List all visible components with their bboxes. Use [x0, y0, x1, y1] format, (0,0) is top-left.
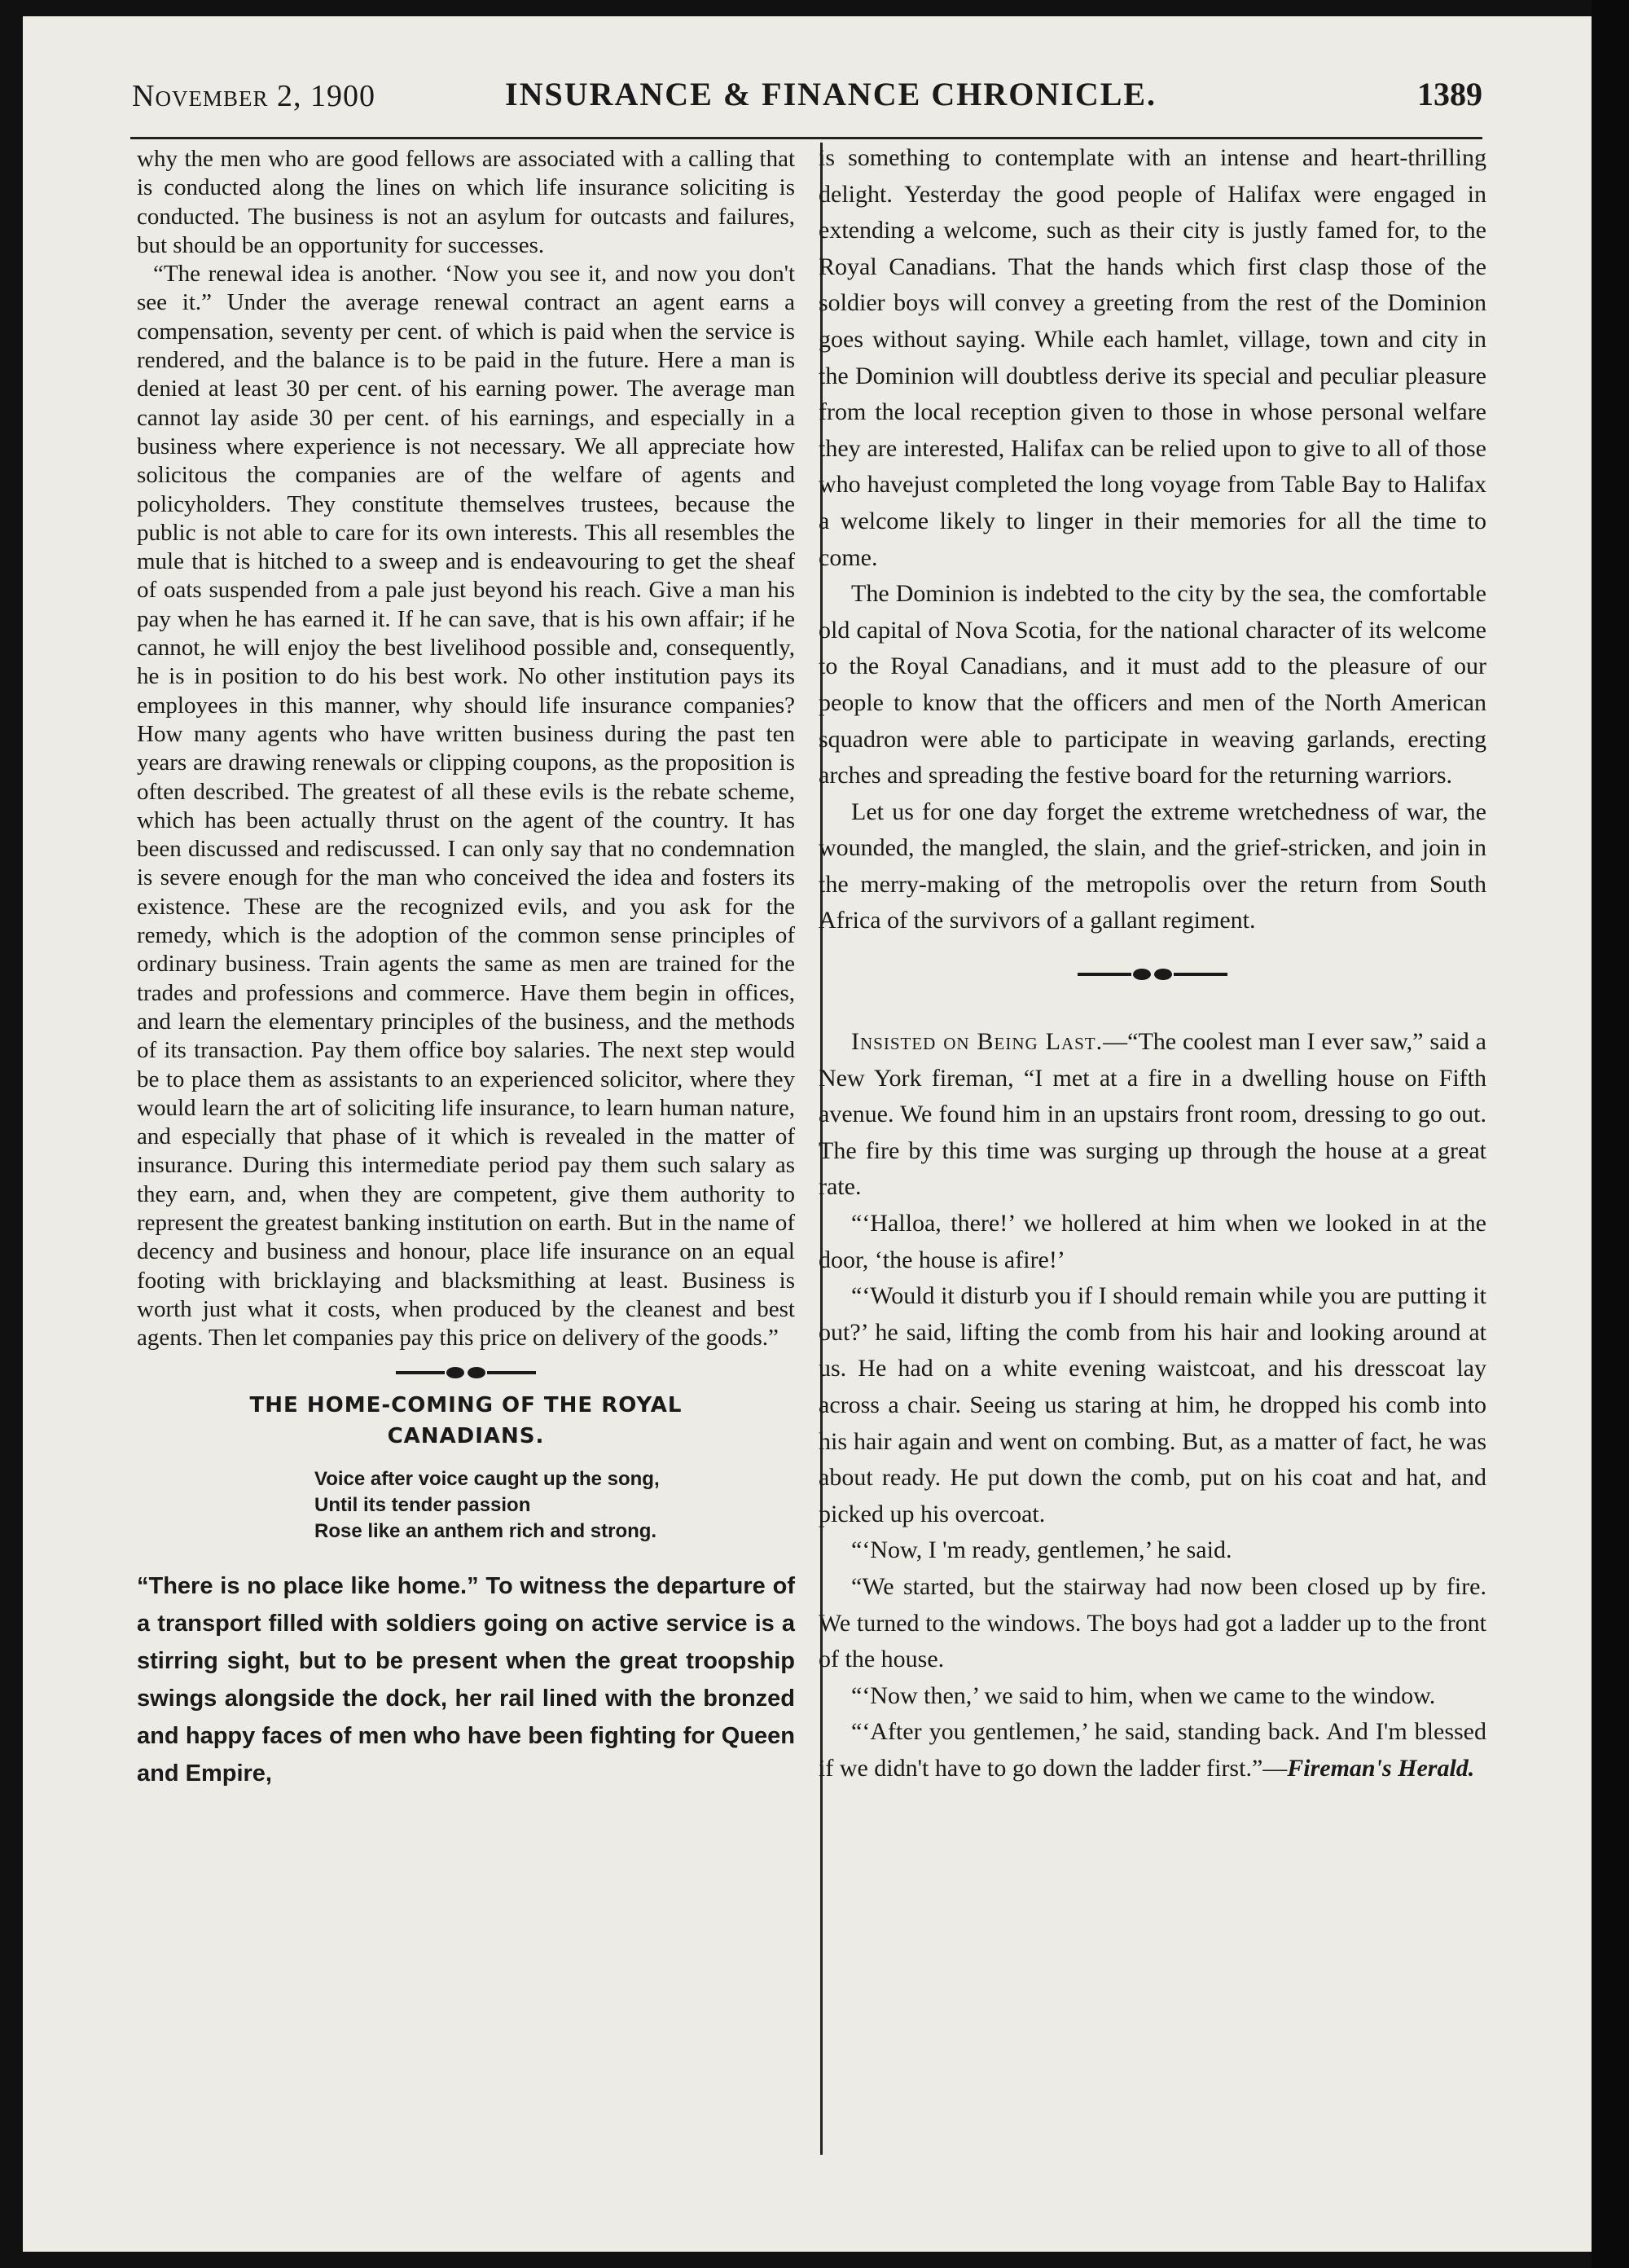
section-ornament: [137, 1360, 795, 1385]
article-heading: [137, 1390, 795, 1452]
article-paragraph: “The renewal idea is another. ‘Now you see it, and now you don't see it.” Under the average renewal contract an agent earns a compensation, seventy per cent. of which is paid when the service is rendered, and the balance is to be paid in the future. Here a man is denied at least 30 per cent. of his earning power. The average man cannot lay aside 30 per cent. of his earnings, and especially in a business where experience is not necessary. We all appreciate how solicitous the companies are of the welfare of agents and policyholders. They constitute themselves trustees, because the public is not able to care for its own interests. This all resembles the mule that is hitched to a sweep and is endeavouring to get the sheaf of oats suspended from a pale just beyond his reach. Give a man his pay when he has earned it. If he can save, that is his own affair; if he cannot, he will enjoy the best livelihood possible and, consequently, he is in position to do his best work. No other institution pays its employees in this manner, why should life insurance companies? How many agents who have written business during the past ten years are drawing renewals or clipping coupons, as the proposition is often described. The greatest of all these evils is the rebate scheme, which has been actually thrust on the agent of the country. It has been discussed and rediscussed. I can only say that no condemnation is severe enough for the man who conceived the idea and fosters its existence. These are the recognized evils, and you ask for the remedy, which is the adoption of the common sense principles of ordinary business. Train agents the same as men are trained for the trades and professions and commerce. Have them begin in offices, and learn the elementary principles of the business, and the methods of its transaction. Pay them office boy salaries. The next step would be to place them as assistants to an experienced solicitor, where they would learn the art of soliciting life insurance, to learn human nature, and especially that phase of it which is revealed in the matter of insurance. During this intermediate period pay them such salary as they earn, and, when they are competent, give them authority to represent the greatest banking institution on earth. But in the name of decency and business and honour, place life insurance on an equal footing with bricklaying and blacksmithing at least. Business is worth just what it costs, when produced by the cleanest and best agents. Then let companies pay this price on delivery of the goods.”: [137, 261, 795, 1352]
article-paragraph: “We started, but the stairway had now been closed up by fire. We turned to the windows. The boys had got a ladder up to the front of the house.: [819, 1572, 1486, 1673]
right-column: [819, 140, 1486, 1787]
article-paragraph: “‘Now, I 'm ready, gentlemen,’ he said.: [851, 1536, 1232, 1564]
heading-line: THE HOME-COMING OF THE ROYAL: [249, 1393, 683, 1418]
verse-line: Voice after voice caught up the song,: [314, 1468, 660, 1491]
section-ornament: [819, 962, 1486, 987]
source-credit: Fireman's Herald.: [1287, 1754, 1475, 1782]
page-header: [106, 75, 1491, 124]
epigraph-verse: [314, 1466, 795, 1545]
paragraph-text: —“The coolest man I ever saw,” said a New York fireman, “I met at a fire in a dwelling house on Fifth avenue. We found him in an upstairs front room, dressing to go out. The fire by this time was surging up through the house at a great rate.: [819, 1028, 1487, 1201]
scan-border: [1592, 0, 1629, 2268]
article-paragraph: “‘Now then,’ we said to him, when we came to the window.: [851, 1681, 1436, 1709]
article-paragraph: why the men who are good fellows are associated with a calling that is conducted along the lines on which life insurance soliciting is conducted. The business is not an asylum for outcasts and failures, but should be an opportunity for successes.: [137, 146, 795, 258]
verse-line: Rose like an anthem rich and strong.: [314, 1520, 657, 1543]
left-column: [137, 145, 795, 1792]
verse-line: Until its tender passion: [314, 1494, 531, 1517]
article-lead: [137, 1567, 795, 1792]
publication-title: INSURANCE & FINANCE CHRONICLE.: [505, 76, 1157, 112]
issue-date: November 2, 1900: [132, 79, 375, 113]
article-paragraph: “There is no place like home.” To witness the departure of a transport filled with soldiers going on active service is a stirring sight, but to be present when the great troopship swings alongside the dock, her rail lined with the bronzed and happy faces of men who have been fighting for Queen and Empire,: [137, 1573, 795, 1787]
article-paragraph: “‘Would it disturb you if I should remain while you are putting it out?’ he said, lifting the comb from his hair and looking around at us. He had on a white evening waistcoat, and his dresscoat lay across a chair. Seeing us staring at him, he dropped his comb into his hair again and went on combing. But, as a matter of fact, he was about ready. He put down the comb, put on his coat and hat, and picked up his overcoat.: [819, 1282, 1486, 1527]
paragraph-text: “‘After you gentlemen,’ he said, standing back. And I'm blessed if we didn't have to go down the ladder first.”—: [819, 1718, 1486, 1782]
heading-line: CANADIANS.: [387, 1424, 545, 1449]
article-paragraph: [819, 1714, 1486, 1787]
article-paragraph: Let us for one day forget the extreme wretchedness of war, the wounded, the mangled, the slain, and the grief-stricken, and join in the merry-making of the metropolis over the return from South Africa of the survivors of a gallant regiment.: [819, 798, 1486, 934]
article-paragraph: is something to contemplate with an intense and heart-thrilling delight. Yesterday the good people of Halifax were engaged in extending a welcome, such as their city is justly famed for, to the Royal Canadians. That the hands which first clasp those of the soldier boys will convey a greeting from the rest of the Dominion goes without saying. While each hamlet, village, town and city in the Dominion will doubtless derive its special and peculiar pleasure from the local reception given to those in whose personal welfare they are interested, Halifax can be relied upon to give to all of those who havejust completed the long voyage from Table Bay to Halifax a welcome likely to linger in their memories for all the time to come.: [819, 144, 1486, 571]
article-paragraph: The Dominion is indebted to the city by the sea, the comfortable old capital of Nova Scotia, for the national character of its welcome to the Royal Canadians, and it must add to the pleasure of our people to know that the officers and men of the North American squadron were able to participate in weaving garlands, erecting arches and spreading the festive board for the returning warriors.: [819, 580, 1486, 789]
article-paragraph: “‘Halloa, there!’ we hollered at him when we looked in at the door, ‘the house is afire!’: [819, 1210, 1486, 1273]
page-number: 1389: [1417, 76, 1482, 112]
article-paragraph: [819, 1024, 1486, 1206]
run-in-title: Insisted on Being Last.: [851, 1028, 1104, 1056]
header-rule: [130, 137, 1482, 139]
